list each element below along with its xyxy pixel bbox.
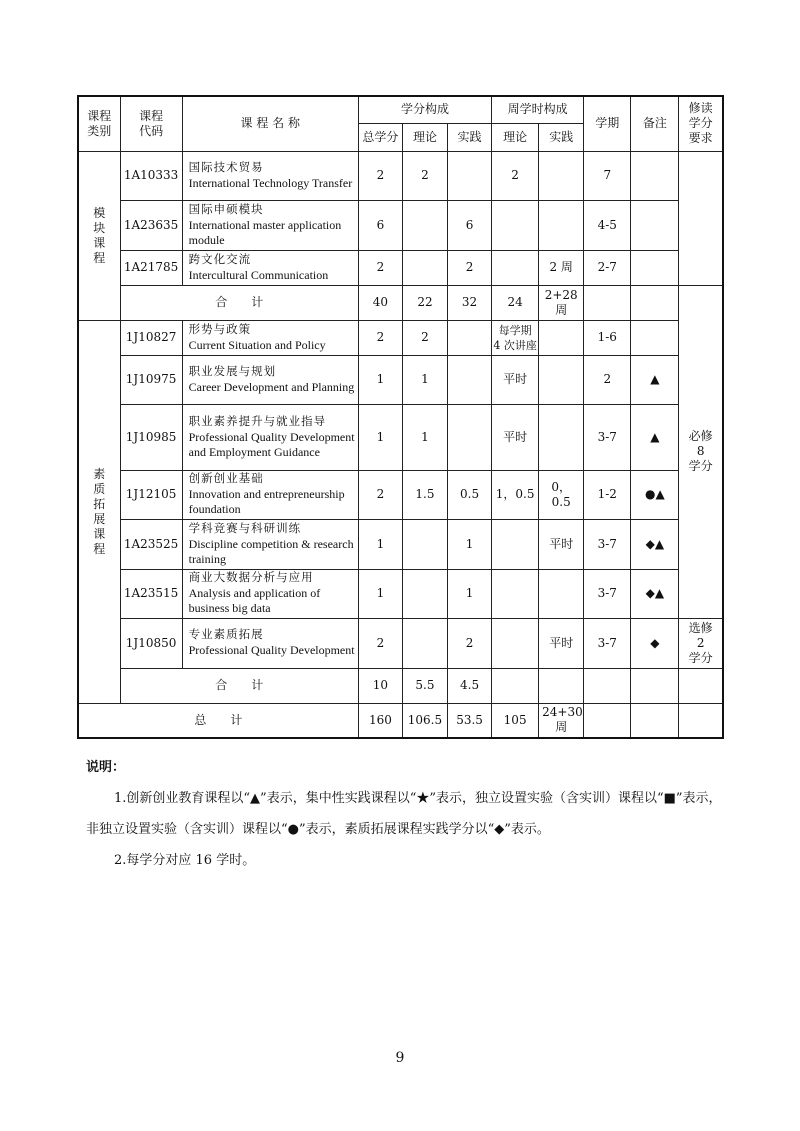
weekly-theory: [492, 519, 539, 569]
total-credit: 2: [358, 151, 402, 200]
weekly-practice: [539, 151, 584, 200]
course-code: 1A23515: [120, 569, 182, 618]
subtotal-weekly-theory: [492, 668, 539, 703]
course-code: 1J10975: [120, 355, 182, 404]
remark: [631, 151, 679, 200]
weekly-practice: [539, 569, 584, 618]
course-name-cn: 专业素质拓展: [188, 629, 264, 641]
theory-credit: [402, 250, 447, 285]
header-hours-group: 周学时构成: [492, 96, 584, 123]
subtotal-total: 40: [358, 285, 402, 320]
page-number: 9: [395, 1050, 405, 1066]
course-name-en: Innovation and entrepreneurship foundation: [188, 487, 345, 516]
grand-total-requirement: [679, 703, 723, 738]
subtotal-label: 合 计: [120, 285, 358, 320]
semester: 7: [584, 151, 631, 200]
course-code: 1A23525: [120, 519, 182, 569]
elective-credit-requirement: 选修 2 学分: [679, 618, 723, 668]
grand-total-weekly-practice: 24+30 周: [539, 703, 584, 738]
weekly-theory: [492, 569, 539, 618]
semester: 3-7: [584, 618, 631, 668]
grand-total-semester: [584, 703, 631, 738]
practice-credit: 0.5: [448, 470, 492, 519]
header-hours-theory: 理论: [492, 123, 539, 151]
total-credit: 1: [358, 519, 402, 569]
notes-section: [86, 752, 726, 876]
course-name: [182, 470, 358, 519]
practice-credit: [448, 355, 492, 404]
course-name: [182, 151, 358, 200]
module-requirement: [679, 151, 723, 285]
theory-credit: 2: [402, 320, 447, 355]
practice-credit: 6: [448, 200, 492, 250]
subtotal-practice: 4.5: [448, 668, 492, 703]
course-name: [182, 355, 358, 404]
header-total-credit: 总学分: [358, 123, 402, 151]
weekly-theory: 平时: [492, 355, 539, 404]
course-code: 1A10333: [120, 151, 182, 200]
header-credit-requirement: 修读 学分 要求: [679, 96, 723, 151]
weekly-practice: [539, 200, 584, 250]
subtotal-remark: [631, 285, 679, 320]
subtotal-requirement: [679, 668, 723, 703]
course-name-cn: 国际申硕模块: [188, 203, 264, 216]
header-code: 课程 代码: [120, 96, 182, 151]
theory-credit: 1: [402, 404, 447, 470]
course-name-en: International Technology Transfer: [188, 175, 353, 190]
subtotal-semester: [584, 668, 631, 703]
subtotal-practice: 32: [448, 285, 492, 320]
course-name-en: Current Situation and Policy: [188, 337, 326, 352]
header-practice: 实践: [448, 123, 492, 151]
notes-line-1: 1.创新创业教育课程以“▲”表示，集中性实践课程以“★”表示，独立设置实验（含实训）课程以“■”表示，非独立设置实验（含实训）课程以“●”表示，素质拓展课程实践学分以“◆”表示。: [86, 791, 722, 837]
grand-total-label: 总 计: [78, 703, 358, 738]
practice-credit: 1: [448, 569, 492, 618]
course-name-en: Discipline competition & research training: [188, 536, 354, 566]
header-remark: 备注: [631, 96, 679, 151]
subtotal-theory: 22: [402, 285, 447, 320]
weekly-practice: 平时: [539, 618, 584, 668]
weekly-theory: 2: [492, 151, 539, 200]
grand-total-practice: 53.5: [448, 703, 492, 738]
weekly-practice: [539, 404, 584, 470]
semester: 1-6: [584, 320, 631, 355]
header-hours-practice: 实践: [539, 123, 584, 151]
subtotal-remark: [631, 668, 679, 703]
theory-credit: [402, 519, 447, 569]
course-code: 1J10985: [120, 404, 182, 470]
weekly-theory: [492, 250, 539, 285]
course-name: [182, 404, 358, 470]
course-name-en: Professional Quality Development and Employment Guidance: [188, 429, 355, 459]
weekly-theory: 每学期 4 次讲座: [492, 320, 539, 355]
course-name: [182, 618, 358, 668]
course-name: [182, 200, 358, 250]
total-credit: 1: [358, 569, 402, 618]
remark-symbol: ●▲: [631, 470, 679, 519]
subtotal-weekly-theory: 24: [492, 285, 539, 320]
course-name-cn: 国际技术贸易: [188, 161, 264, 174]
course-name: [182, 250, 358, 285]
group-label-module: 模 块 课 程: [78, 151, 120, 320]
semester: 3-7: [584, 519, 631, 569]
course-name-cn: 形势与政策: [188, 323, 252, 336]
semester: 2: [584, 355, 631, 404]
subtotal-weekly-practice: 2+28 周: [539, 285, 584, 320]
course-name-en: International master application module: [188, 217, 342, 247]
practice-credit: 2: [448, 618, 492, 668]
header-credit-group: 学分构成: [358, 96, 491, 123]
notes-title: 说明：: [86, 760, 126, 775]
grand-total-weekly-theory: 105: [492, 703, 539, 738]
course-name-cn: 跨文化交流: [188, 253, 252, 266]
weekly-theory: [492, 618, 539, 668]
grand-total-theory: 106.5: [402, 703, 447, 738]
weekly-theory: [492, 200, 539, 250]
course-code: 1J10827: [120, 320, 182, 355]
group-label-quality: 素 质 拓 展 课 程: [78, 320, 120, 703]
course-name: [182, 519, 358, 569]
header-semester: 学期: [584, 96, 631, 151]
theory-credit: [402, 618, 447, 668]
semester: 2-7: [584, 250, 631, 285]
course-name-cn: 职业发展与规划: [188, 365, 277, 378]
notes-line-2: 2.每学分对应 16 学时。: [114, 853, 256, 868]
subtotal-label: 合 计: [120, 668, 358, 703]
grand-total-credit: 160: [358, 703, 402, 738]
total-credit: 2: [358, 250, 402, 285]
course-name: [182, 569, 358, 618]
course-name-en: Intercultural Communication: [188, 267, 329, 282]
course-code: 1A21785: [120, 250, 182, 285]
semester: 3-7: [584, 404, 631, 470]
subtotal-weekly-practice: [539, 668, 584, 703]
course-name-cn: 职业素养提升与就业指导: [188, 415, 327, 428]
remark: [631, 250, 679, 285]
curriculum-table: [77, 95, 724, 739]
practice-credit: [448, 320, 492, 355]
header-category: 课程 类别: [78, 96, 120, 151]
practice-credit: 2: [448, 250, 492, 285]
subtotal-semester: [584, 285, 631, 320]
total-credit: 2: [358, 618, 402, 668]
course-name-en: Professional Quality Development: [188, 643, 355, 657]
remark-symbol: ◆▲: [631, 519, 679, 569]
course-name-en: Career Development and Planning: [188, 379, 355, 394]
weekly-practice: 2 周: [539, 250, 584, 285]
remark-symbol: ▲: [631, 404, 679, 470]
remark-symbol: ◆▲: [631, 569, 679, 618]
weekly-practice: [539, 320, 584, 355]
theory-credit: 2: [402, 151, 447, 200]
remark-symbol: ▲: [631, 355, 679, 404]
theory-credit: [402, 569, 447, 618]
remark-symbol: ◆: [631, 618, 679, 668]
weekly-practice: [539, 355, 584, 404]
course-name-cn: 创新创业基础: [188, 473, 264, 485]
course-code: 1J10850: [120, 618, 182, 668]
total-credit: 1: [358, 355, 402, 404]
practice-credit: 1: [448, 519, 492, 569]
subtotal-theory: 5.5: [402, 668, 447, 703]
required-credit-requirement: 必修 8 学分: [679, 285, 723, 618]
remark: [631, 320, 679, 355]
course-name-cn: 学科竞赛与科研训练: [188, 522, 302, 535]
semester: 3-7: [584, 569, 631, 618]
practice-credit: [448, 151, 492, 200]
total-credit: 1: [358, 404, 402, 470]
course-code: 1A23635: [120, 200, 182, 250]
remark: [631, 200, 679, 250]
header-theory: 理论: [402, 123, 447, 151]
theory-credit: 1: [402, 355, 447, 404]
header-name: 课 程 名 称: [182, 96, 358, 151]
course-name: [182, 320, 358, 355]
weekly-theory: 平时: [492, 404, 539, 470]
total-credit: 2: [358, 470, 402, 519]
semester: 1-2: [584, 470, 631, 519]
weekly-theory: 1，0.5: [492, 470, 539, 519]
total-credit: 2: [358, 320, 402, 355]
subtotal-total: 10: [358, 668, 402, 703]
semester: 4-5: [584, 200, 631, 250]
grand-total-remark: [631, 703, 679, 738]
weekly-practice: 平时: [539, 519, 584, 569]
theory-credit: [402, 200, 447, 250]
course-code: 1J12105: [120, 470, 182, 519]
course-name-en: Analysis and application of business big data: [188, 586, 321, 615]
weekly-practice: 0，0.5: [539, 470, 584, 519]
total-credit: 6: [358, 200, 402, 250]
theory-credit: 1.5: [402, 470, 447, 519]
practice-credit: [448, 404, 492, 470]
course-name-cn: 商业大数据分析与应用: [188, 572, 314, 584]
